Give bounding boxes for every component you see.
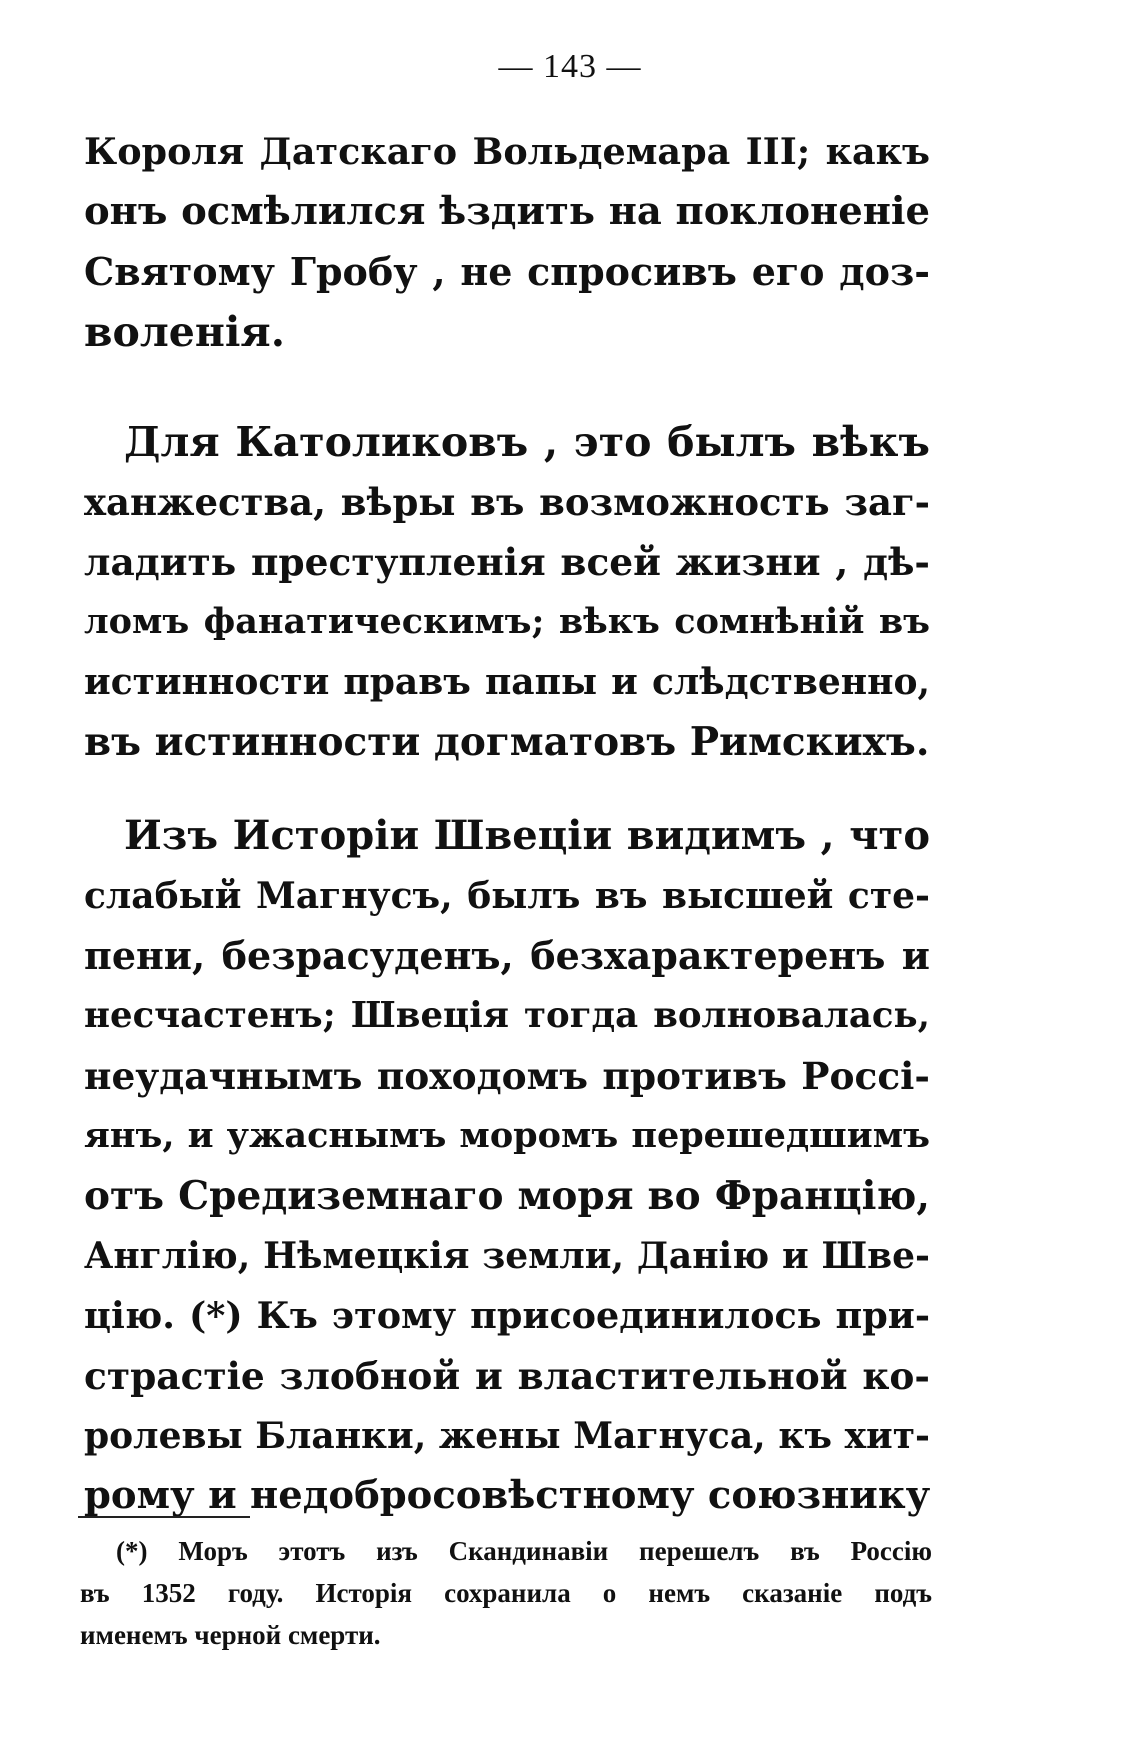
- text-line: неудачнымъ походомъ противъ Россі-: [84, 1054, 930, 1098]
- page-number: — 143 —: [498, 48, 642, 85]
- text-line: ломъ фанатическимъ; вѣкъ сомнѣній въ: [84, 601, 930, 642]
- text-line: Короля Датскаго Вольдемара III; какъ: [84, 130, 930, 173]
- text-line: ролевы Бланки, жены Магнуса, къ хит-: [84, 1415, 930, 1457]
- text-line: страстіе злобной и властительной ко-: [84, 1354, 930, 1398]
- text-line: рому и недобросовѣстному союзнику: [84, 1473, 931, 1518]
- text-line: въ истинности догматовъ Римскихъ.: [84, 719, 930, 765]
- text-line: пени, безрасуденъ, безхарактеренъ и: [84, 933, 930, 978]
- text-line: Англію, Нѣмецкія земли, Данію и Шве-: [84, 1235, 930, 1277]
- paragraph-3: [84, 806, 930, 1526]
- text-line: цію. (*) Къ этому присоединилось при-: [84, 1294, 930, 1337]
- text-line: ладить преступленія всей жизни , дѣ-: [84, 540, 930, 584]
- footnote-divider: [78, 1516, 250, 1518]
- text-line: янъ, и ужаснымъ моромъ перешедшимъ: [84, 1115, 930, 1156]
- footnote-line: въ 1352 году. Исторія сохранила о немъ сказаніе подъ: [80, 1578, 932, 1608]
- text-line: Святому Гробу , не спросивъ его доз-: [84, 249, 930, 294]
- footnote-line: (*) Моръ этотъ изъ Скандинавіи перешелъ въ Россію: [116, 1536, 932, 1566]
- footnote: [80, 1530, 932, 1656]
- text-line: Изъ Исторіи Швеціи видимъ , что: [124, 812, 930, 859]
- text-line: ханжества, вѣры въ возможность заг-: [84, 480, 930, 524]
- footnote-line: именемъ черной смерти.: [80, 1620, 381, 1650]
- text-line: онъ осмѣлился ѣздить на поклоненіе: [84, 189, 930, 234]
- paragraph-2: [84, 412, 930, 772]
- text-line: несчастенъ; Швеція тогда волновалась,: [84, 995, 930, 1036]
- text-line: Для Католиковъ , это былъ вѣкъ: [124, 418, 930, 466]
- paragraph-1: [84, 122, 930, 362]
- text-line: отъ Средиземнаго моря во Францію,: [84, 1173, 930, 1219]
- text-line: слабый Магнусъ, былъ въ высшей сте-: [84, 875, 930, 917]
- text-line: истинности правъ папы и слѣдственно,: [84, 661, 930, 703]
- text-line: воленія.: [84, 308, 285, 356]
